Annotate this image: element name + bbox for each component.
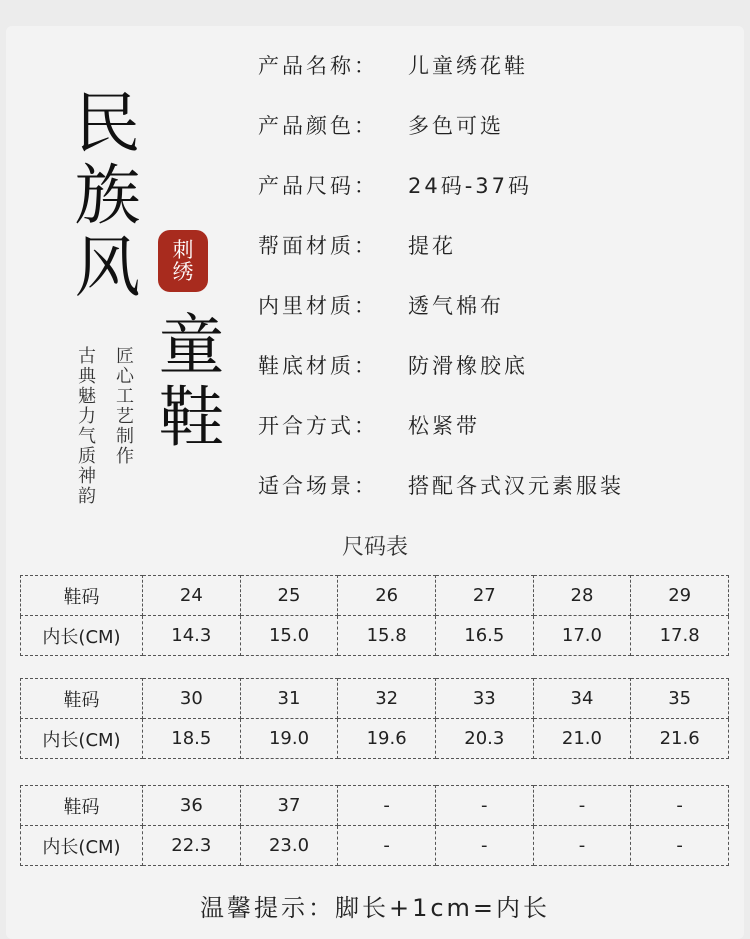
- table-cell: -: [338, 826, 436, 866]
- table-cell: -: [631, 786, 729, 826]
- info-label: 帮面材质：: [258, 234, 378, 258]
- size-table-block-1: [20, 575, 729, 656]
- table-cell: 19.0: [240, 719, 338, 759]
- table-cell: 28: [533, 576, 631, 616]
- row-header: 鞋码: [21, 576, 143, 616]
- info-value: 防滑橡胶底: [408, 354, 528, 378]
- sub-title: 童鞋: [147, 310, 224, 454]
- table-cell: 36: [143, 786, 241, 826]
- row-header: 内长(CM): [21, 719, 143, 759]
- table-cell: 21.6: [631, 719, 729, 759]
- table-cell: 34: [533, 679, 631, 719]
- info-label: 内里材质：: [258, 294, 378, 318]
- info-label: 产品尺码：: [258, 174, 378, 198]
- seal-char-2: 绣: [172, 260, 194, 284]
- table-cell: 25: [240, 576, 338, 616]
- table-cell: 23.0: [240, 826, 338, 866]
- info-value: 提花: [408, 234, 456, 258]
- row-header: 鞋码: [21, 679, 143, 719]
- info-value: 多色可选: [408, 114, 504, 138]
- seal-stamp: [158, 230, 208, 292]
- size-tip: 温馨提示：脚长+1cm=内长: [199, 894, 551, 922]
- table-cell: -: [631, 826, 729, 866]
- table-row: [21, 576, 729, 616]
- info-value: 搭配各式汉元素服装: [408, 474, 624, 498]
- row-header: 内长(CM): [21, 616, 143, 656]
- row-header: 内长(CM): [21, 826, 143, 866]
- info-label: 开合方式：: [258, 414, 378, 438]
- table-cell: 30: [143, 679, 241, 719]
- table-cell: -: [338, 786, 436, 826]
- table-cell: -: [435, 786, 533, 826]
- info-label: 产品颜色：: [258, 114, 378, 138]
- table-cell: -: [435, 826, 533, 866]
- table-cell: 33: [435, 679, 533, 719]
- info-value: 透气棉布: [408, 294, 504, 318]
- table-cell: -: [533, 826, 631, 866]
- tagline-charm: 古典魅力气质神韵: [75, 346, 96, 506]
- row-header: 鞋码: [21, 786, 143, 826]
- table-cell: 17.8: [631, 616, 729, 656]
- tagline-craft: 匠心工艺制作: [113, 346, 134, 466]
- table-cell: 35: [631, 679, 729, 719]
- table-cell: 27: [435, 576, 533, 616]
- table-cell: -: [533, 786, 631, 826]
- size-table-block-3: [20, 785, 729, 866]
- table-row: [21, 719, 729, 759]
- size-table-block-2: [20, 678, 729, 759]
- table-cell: 17.0: [533, 616, 631, 656]
- table-cell: 32: [338, 679, 436, 719]
- table-row: [21, 679, 729, 719]
- table-cell: 29: [631, 576, 729, 616]
- seal-char-1: 刺: [172, 237, 194, 262]
- info-value: 24码-37码: [408, 174, 533, 198]
- table-cell: 37: [240, 786, 338, 826]
- table-cell: 21.0: [533, 719, 631, 759]
- info-value: 松紧带: [408, 414, 480, 438]
- table-cell: 31: [240, 679, 338, 719]
- table-cell: 26: [338, 576, 436, 616]
- info-label: 适合场景：: [258, 474, 378, 498]
- table-row: [21, 826, 729, 866]
- table-cell: 24: [143, 576, 241, 616]
- info-label: 鞋底材质：: [258, 354, 378, 378]
- table-cell: 20.3: [435, 719, 533, 759]
- table-cell: 15.0: [240, 616, 338, 656]
- info-label: 产品名称：: [258, 54, 378, 78]
- table-row: [21, 616, 729, 656]
- table-cell: 19.6: [338, 719, 436, 759]
- table-cell: 15.8: [338, 616, 436, 656]
- table-cell: 16.5: [435, 616, 533, 656]
- table-cell: 22.3: [143, 826, 241, 866]
- table-cell: 18.5: [143, 719, 241, 759]
- info-value: 儿童绣花鞋: [408, 54, 528, 78]
- table-row: [21, 786, 729, 826]
- main-title: 民族风: [63, 88, 140, 304]
- size-table-title: 尺码表: [341, 535, 408, 560]
- table-cell: 14.3: [143, 616, 241, 656]
